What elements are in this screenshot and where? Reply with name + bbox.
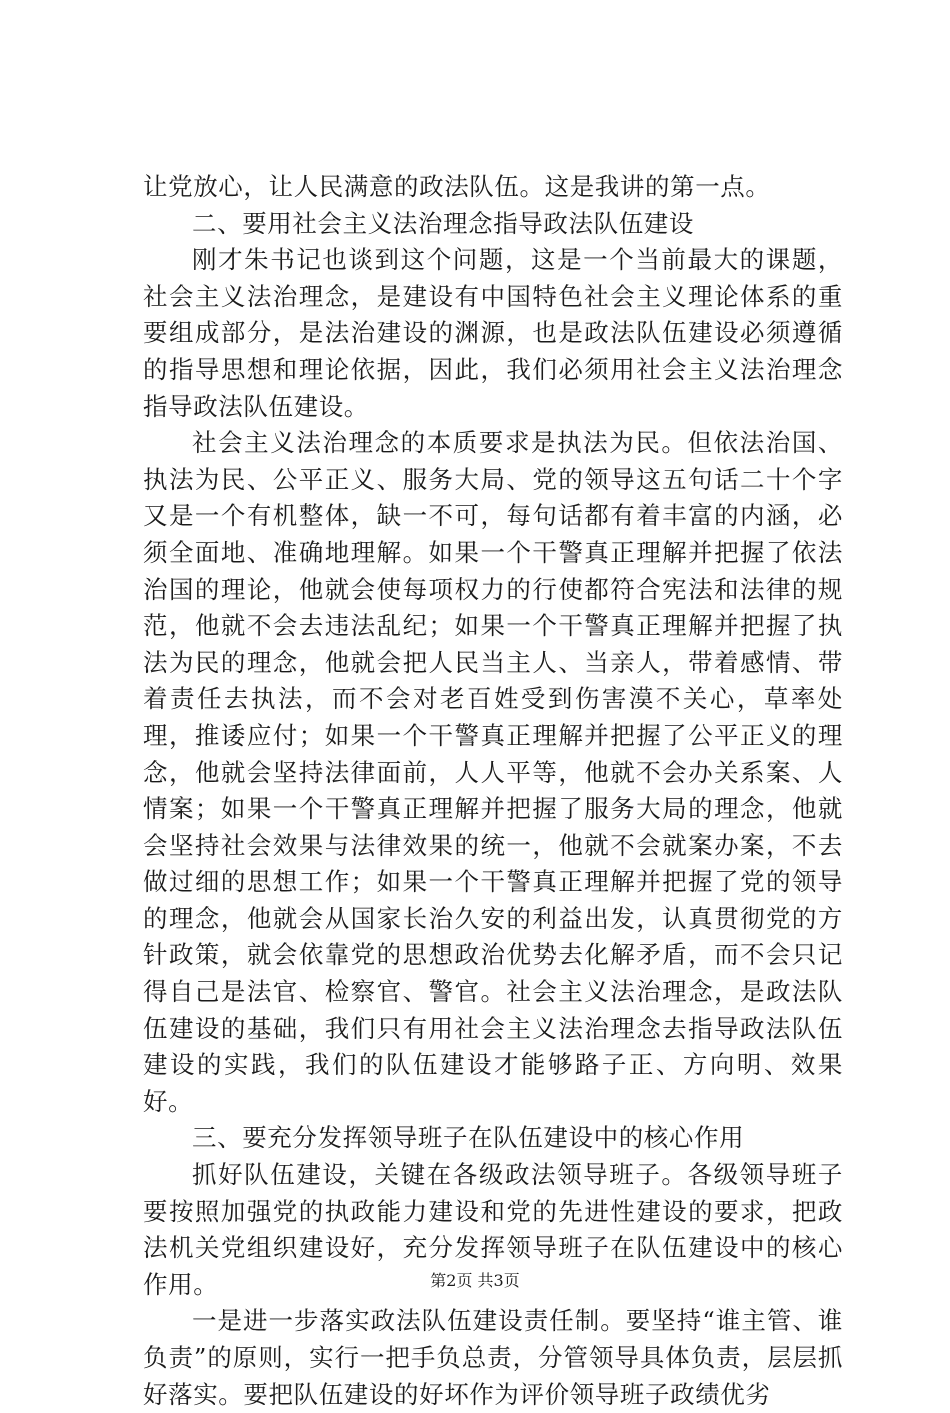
paragraph-4: 社会主义法治理念的本质要求是执法为民。但依法治国、执法为民、公平正义、服务大局、党的领导这五句话二十个字又是一个有机整体，缺一不可，每句话都有着丰富的内涵，必须全面地、准确地理解。如果一个干警真正理解并把握了依法治国的理论，他就会使每项权力的行使都符合宪法和法律的规范，他就不会去违法乱纪；如果一个干警真正理解并把握了执法为民的理念，他就会把人民当主人、当亲人，带着感情、带着责任去执法，而不会对老百姓受到伤害漠不关心，草率处理，推诿应付；如果一个干警真正理解并把握了公平正义的理念，他就会坚持法律面前，人人平等，他就不会办关系案、人情案；如果一个干警真正理解并把握了服务大局的理念，他就会坚持社会效果与法律效果的统一，他就不会就案办案，不去做过细的思想工作；如果一个干警真正理解并把握了党的领导的理念，他就会从国家长治久安的利益出发，认真贯彻党的方针政策，就会依靠党的思想政治优势去化解矛盾，而不会只记得自己是法官、检察官、警官。社会主义法治理念，是政法队伍建设的基础，我们只有用社会主义法治理念去指导政法队伍建设的实践，我们的队伍建设才能够路子正、方向明、效果好。 [143, 428, 843, 1116]
paragraph-7: 一是进一步落实政法队伍建设责任制。要坚持“谁主管、谁负责”的原则，实行一把手负总责，分管领导具体负责，层层抓好落实。要把队伍建设的好坏作为评价领导班子政绩优劣 [143, 1306, 843, 1409]
paragraph-1: 让党放心，让人民满意的政法队伍。这是我讲的第一点。 [143, 172, 771, 201]
section-heading-2: 二、要用社会主义法治理念指导政法队伍建设 [192, 208, 694, 238]
document-body [143, 169, 843, 1413]
paragraph-3: 刚才朱书记也谈到这个问题，这是一个当前最大的课题，社会主义法治理念，是建设有中国特色社会主义理论体系的重要组成部分，是法治建设的渊源，也是政法队伍建设必须遵循的指导思想和理论依据，因此，我们必须用社会主义法治理念指导政法队伍建设。 [143, 245, 843, 421]
paragraph-6: 抓好队伍建设，关键在各级政法领导班子。各级领导班子要按照加强党的执政能力建设和党的先进性建设的要求，把政法机关党组织建设好，充分发挥领导班子在队伍建设中的核心作用。 [143, 1160, 843, 1299]
section-heading-3: 三、要充分发挥领导班子在队伍建设中的核心作用 [192, 1123, 745, 1153]
page-number-footer: 第2页 共3页 [430, 1271, 520, 1290]
